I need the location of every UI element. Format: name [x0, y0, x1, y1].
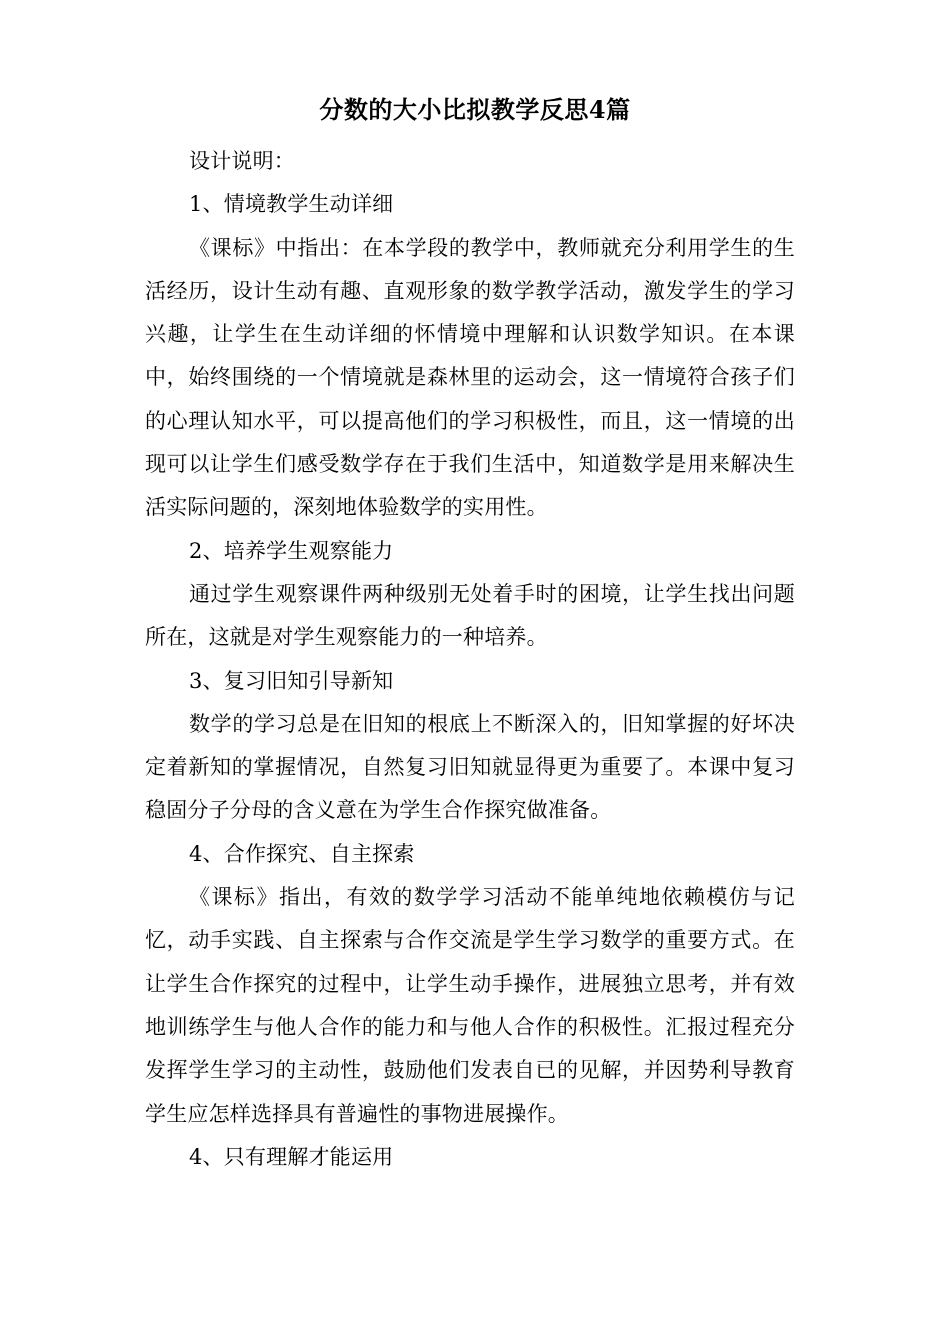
heading-review-old-knowledge: 3、复习旧知引导新知 [189, 668, 394, 693]
document-title: 分数的大小比拟教学反思4篇 [319, 95, 631, 124]
paragraph-observation-ability: 通过学生观察课件两种级别无处着手时的困境，让学生找出问题所在，这就是对学生观察能力的一种培养。 [145, 581, 795, 650]
heading-observation-ability: 2、培养学生观察能力 [189, 538, 394, 563]
paragraph-situational-teaching: 《课标》中指出：在本学段的教学中，教师就充分利用学生的生活经历，设计生动有趣、直观形象的数学教学活动，激发学生的学习兴趣，让学生在生动详细的怀情境中理解和认识数学知识。在本课中，始终围绕的一个情境就是森林里的运动会，这一情境符合孩子们的心理认知水平，可以提高他们的学习积极性，而且，这一情境的出现可以让学生们感受数学存在于我们生活中，知道数学是用来解决生活实际问题的，深刻地体验数学的实用性。 [145, 235, 795, 520]
paragraph-cooperative-inquiry: 《课标》指出，有效的数学学习活动不能单纯地依赖模仿与记忆，动手实践、自主探索与合作交流是学生学习数学的重要方式。在让学生合作探究的过程中，让学生动手操作，进展独立思考，并有效地训练学生与他人合作的能力和与他人合作的积极性。汇报过程充分发挥学生学习的主动性，鼓励他们发表自已的见解，并因势利导教育学生应怎样选择具有普遍性的事物进展操作。 [145, 885, 795, 1126]
paragraph-design-note: 设计说明： [189, 149, 295, 173]
document-body [145, 140, 795, 1179]
paragraph-review-old-knowledge: 数学的学习总是在旧知的根底上不断深入的，旧知掌握的好坏决定着新知的掌握情况，自然复习旧知就显得更为重要了。本课中复习稳固分子分母的含义意在为学生合作探究做准备。 [145, 711, 795, 823]
heading-cooperative-inquiry: 4、合作探究、自主探索 [189, 841, 415, 866]
heading-situational-teaching: 1、情境教学生动详细 [189, 192, 394, 217]
heading-understanding-application: 4、只有理解才能运用 [189, 1144, 394, 1169]
